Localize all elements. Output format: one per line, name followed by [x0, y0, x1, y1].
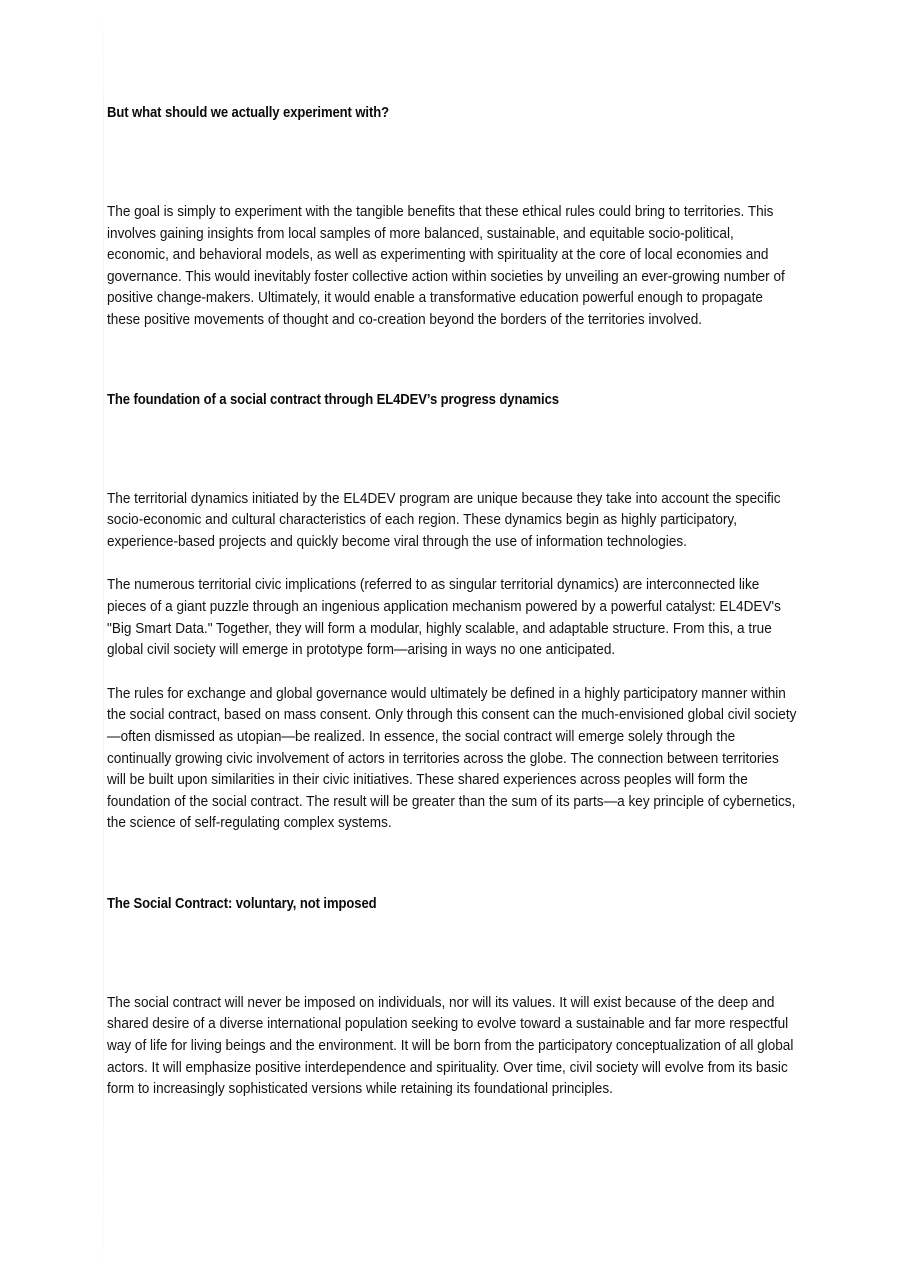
spacer-after-heading-1 [107, 123, 799, 201]
spacer-para-1 [107, 552, 799, 574]
para-goal-experiment: The goal is simply to experiment with the tangible benefits that these ethical rules could bring to territories. This involves gaining insights from local samples of more balanced, sustainable, and equitable socio-political, economic, and behavioral models, as well as experimenting with spirituality at the core of local economies and governance. This would inevitably foster collective action within societies by unveiling an ever-growing number of positive change-makers. Ultimately, it would enable a transformative education powerful enough to propagate these positive movements of thought and co-creation beyond the borders of the territories involved. [107, 203, 785, 328]
para-territorial-dynamics: The territorial dynamics initiated by the EL4DEV program are unique because they take into account the specific socio-economic and cultural characteristics of each region. These dynamics begin as highly participatory, experience-based projects and quickly become viral through the use of information technologies. [107, 489, 781, 550]
spacer-para-2 [107, 661, 799, 683]
para-social-contract-never-imposed: The social contract will never be imposed on individuals, nor will its values. It will exist because of the deep and shared desire of a diverse international population seeking to evolve toward a sustainable and far more respectful way of life for living beings and the environment. It will be born from the participatory conceptualization of all global actors. It will emphasize positive interdependence and spirituality. Over time, civil society will evolve from its basic form to increasingly sophisticated versions while retaining its foundational principles. [107, 993, 794, 1098]
scan-edge-artifact [103, 0, 104, 1280]
heading-experiment-with: But what should we actually experiment with? [107, 105, 390, 121]
spacer-before-heading-3 [107, 834, 799, 894]
para-rules-exchange-governance: The rules for exchange and global governance would ultimately be defined in a highly participatory manner within the social contract, based on mass consent. Only through this consent can the much-envisioned global civil society—often dismissed as utopian—be realized. In essence, the social contract will emerge solely through the continually growing civic involvement of actors in territories across the globe. The connection between territories will be built upon similarities in their civic initiatives. These shared experiences across peoples will form the foundation of the social contract. The result will be greater than the sum of its parts—a key principle of cybernetics, the science of self-regulating complex systems. [107, 684, 797, 832]
heading-foundation-social-contract: The foundation of a social contract through EL4DEV’s progress dynamics [107, 391, 559, 408]
spacer-after-heading-3 [107, 914, 799, 992]
spacer-before-heading-2 [107, 331, 799, 390]
para-civic-implications: The numerous territorial civic implications (referred to as singular territorial dynamics) are interconnected like pieces of a giant puzzle through an ingenious application mechanism powered by a powerful catalyst: EL4DEV's "Big Smart Data." Together, they will form a modular, highly scalable, and adaptable structure. From this, a true global civil society will emerge in prototype form—arising in ways no one anticipated. [107, 576, 781, 659]
document-text-column [107, 103, 799, 1100]
heading-social-contract-voluntary: The Social Contract: voluntary, not imposed [107, 895, 377, 912]
spacer-after-heading-2 [107, 410, 799, 488]
